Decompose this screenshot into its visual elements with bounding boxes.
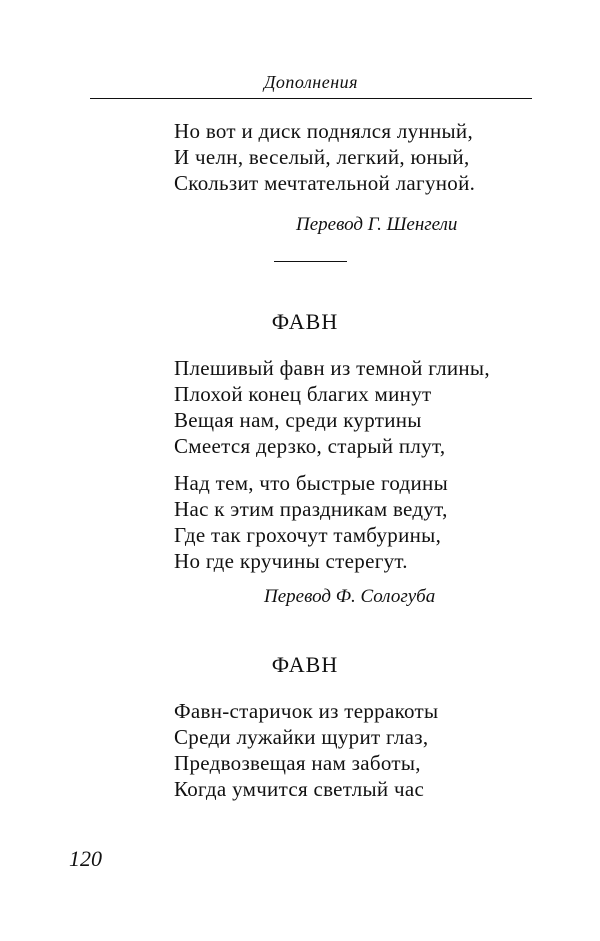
- header-rule: [90, 98, 532, 99]
- running-head: Дополнения: [263, 72, 359, 92]
- poem-line: Над тем, что быстрые годины: [174, 471, 449, 495]
- poem3-stanza-1: [174, 698, 438, 802]
- poem-line: Среди лужайки щурит глаз,: [174, 725, 429, 749]
- page-number: 120: [69, 846, 102, 871]
- poem-line: Смеется дерзко, старый плут,: [174, 434, 446, 458]
- section-separator: [274, 261, 347, 262]
- poem-line: Где так грохочут тамбурины,: [174, 523, 442, 547]
- poem-title: ФАВН: [271, 309, 339, 334]
- poem-line: Вещая нам, среди куртины: [174, 408, 422, 432]
- poem1-stanza: [174, 118, 475, 196]
- poem-line: Нас к этим праздникам ведут,: [174, 497, 448, 521]
- poem-title: ФАВН: [271, 652, 339, 677]
- poem2-stanza-2: [174, 470, 448, 574]
- poem-line: Когда умчится светлый час: [174, 777, 425, 801]
- poem2-stanza-1: [174, 355, 490, 459]
- poem-line: И челн, веселый, легкий, юный,: [174, 145, 470, 169]
- translator-credit: Перевод Г. Шенгели: [296, 214, 458, 235]
- poem-line: Но вот и диск поднялся лунный,: [174, 119, 474, 143]
- poem-line: Предвозвещая нам заботы,: [174, 751, 421, 775]
- poem-line: Плешивый фавн из темной глины,: [174, 356, 490, 380]
- poem-line: Но где кручины стерегут.: [174, 549, 408, 573]
- poem-line: Плохой конец благих минут: [174, 382, 432, 406]
- poem-line: Скользит мечтательной лагуной.: [174, 171, 476, 195]
- poem-line: Фавн-старичок из терракоты: [174, 699, 439, 723]
- translator-credit: Перевод Ф. Сологуба: [264, 586, 436, 607]
